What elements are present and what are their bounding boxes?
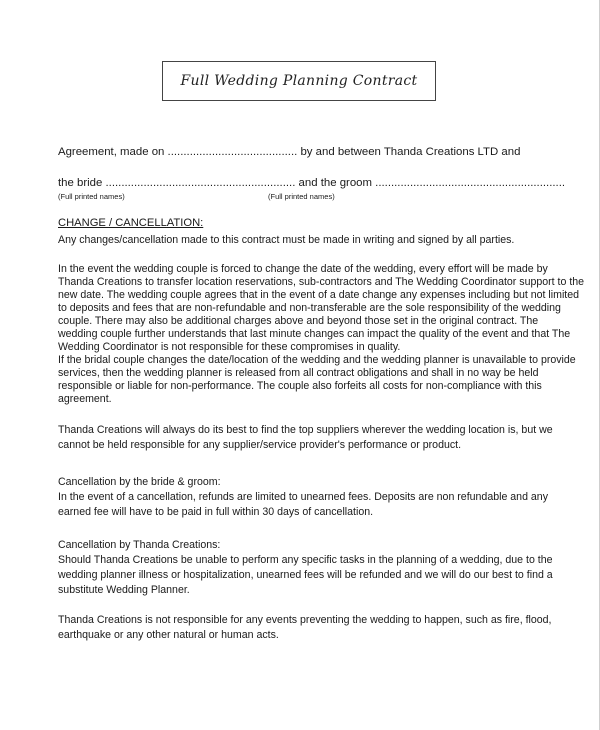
document-title: Full Wedding Planning Contract (180, 73, 418, 89)
paragraph-line: In the event of a cancellation, refunds are limited to unearned fees. Deposits are non refundable and any (58, 491, 548, 503)
paragraph-line: substitute Wedding Planner. (58, 584, 190, 596)
thanda-cancellation-heading: Cancellation by Thanda Creations: (58, 539, 221, 551)
paragraph-line: new date. The wedding couple agrees that in the event of a date change any expenses including but not limited (58, 289, 580, 301)
bride-cancellation-heading: Cancellation by the bride & groom: (58, 476, 221, 488)
paragraph-line: Thanda Creations will always do its best to find the top suppliers wherever the wedding location is, but we (58, 424, 553, 436)
paragraph-line: Thanda Creations is not responsible for any events preventing the wedding to happen, such as fire, flood, (58, 614, 552, 626)
paragraph-line: wedding planner illness or hospitalization, unearned fees will be refunded and we will do our best to find a (58, 569, 553, 581)
agreement-line: Agreement, made on ......................................... by and between Thanda Creations LTD and (58, 146, 521, 158)
paragraph-line: couple. There may also be additional charges above and beyond those set in the original contract. The (58, 315, 539, 327)
change-line: Any changes/cancellation made to this contract must be made in writing and signed by all parties. (58, 234, 515, 246)
paragraph-line: In the event the wedding couple is forced to change the date of the wedding, every effort will be made by (58, 263, 548, 275)
paragraph-line: wedding couple further understands that last minute changes can impact the quality of the event and that The (58, 328, 571, 340)
title-box (162, 61, 436, 101)
paragraph-line: to deposits and fees that are non-refundable and non-transferable are the sole responsibility of the wedding (58, 302, 561, 314)
paragraph-line: If the bridal couple changes the date/location of the wedding and the wedding planner is unavailable to provide (58, 354, 576, 366)
paragraph-line: responsible or liable for non-performance. The couple also forfeits all costs for non-compliance with this (58, 380, 542, 392)
bride-groom-line: the bride ............................................................ and the groom ............................................................ (58, 177, 566, 189)
printed-names-groom-caption: (Full printed names) (268, 192, 335, 201)
change-cancellation-heading: CHANGE / CANCELLATION: (58, 217, 204, 229)
paragraph-line: Wedding Coordinator is not responsible for these compromises in quality. (58, 341, 401, 353)
printed-names-bride-caption: (Full printed names) (58, 192, 125, 201)
paragraph-line: earthquake or any other natural or human acts. (58, 629, 279, 641)
paragraph-line: Thanda Creations to transfer location reservations, sub-contractors and The Wedding Coordinator support to the (58, 276, 585, 288)
paragraph-line: earned fee will have to be paid in full within 30 days of cancellation. (58, 506, 374, 518)
paragraph-line: Should Thanda Creations be unable to perform any specific tasks in the planning of a wedding, due to the (58, 554, 553, 566)
paragraph-line: services, then the wedding planner is released from all contract obligations and shall in no way be held (58, 367, 539, 379)
paragraph-line: cannot be held responsible for any supplier/service provider's performance or product. (58, 439, 462, 451)
paragraph-line: agreement. (58, 393, 112, 405)
